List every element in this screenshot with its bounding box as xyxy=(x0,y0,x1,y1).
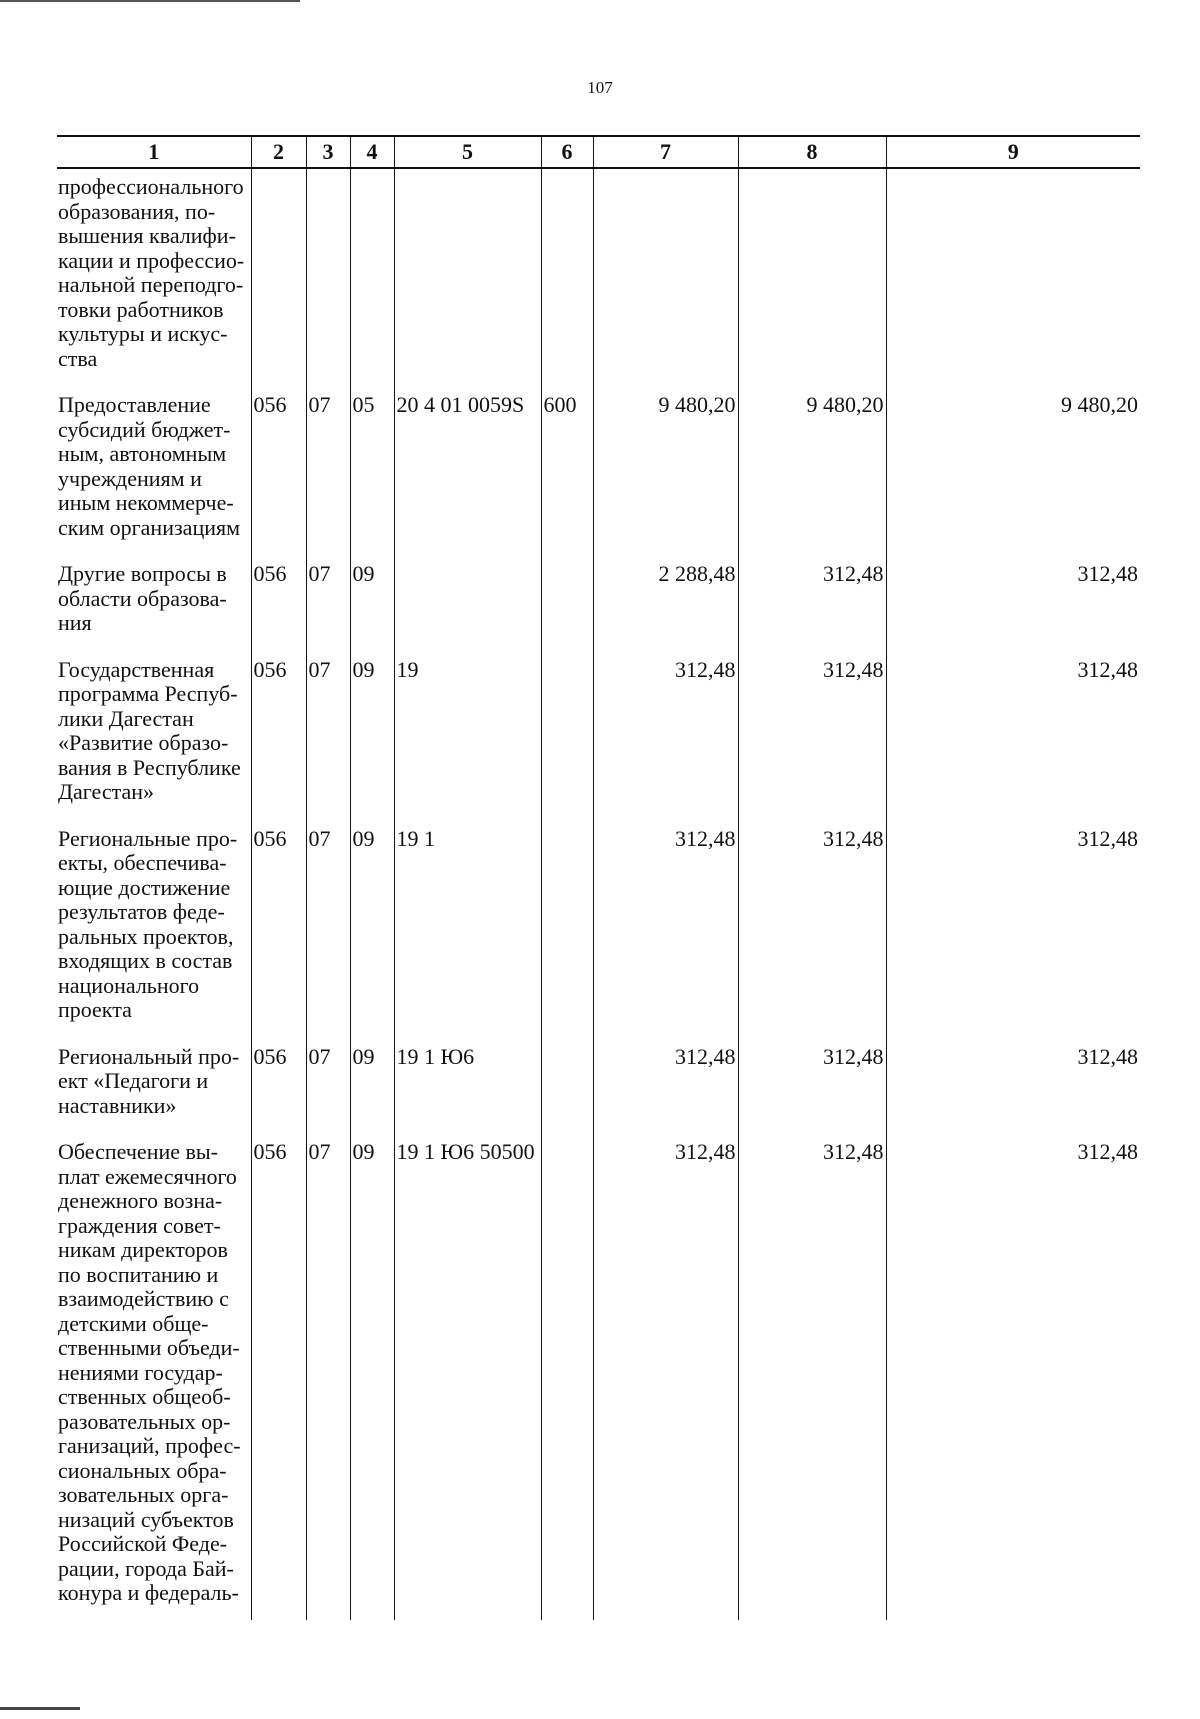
table-row xyxy=(57,385,1140,554)
header-col-6: 6 xyxy=(541,136,593,168)
row-name xyxy=(57,554,251,650)
cell-text: 312,48 xyxy=(1077,1043,1138,1069)
cell-amount-8 xyxy=(738,168,886,385)
header-col-1: 1 xyxy=(57,136,251,168)
cell-subsection xyxy=(350,1037,394,1133)
cell-amount-7 xyxy=(593,168,738,385)
cell-text: 9 480,20 xyxy=(658,392,736,417)
cell-text: 09 xyxy=(352,1139,375,1164)
cell-text: 07 xyxy=(308,656,331,682)
cell-text: 20 4 01 0059S xyxy=(396,392,525,417)
row-name xyxy=(57,819,251,1037)
header-col-4: 4 xyxy=(350,136,394,168)
cell-subsection xyxy=(350,819,394,1037)
cell-text: 07 xyxy=(308,392,331,417)
cell-text: 05 xyxy=(352,392,375,417)
top-edge-rule xyxy=(0,0,300,2)
header-col-5: 5 xyxy=(394,136,541,168)
cell-ministry xyxy=(251,650,306,819)
cell-ministry xyxy=(251,1037,306,1133)
header-col-8: 8 xyxy=(738,136,886,168)
cell-text xyxy=(889,169,1139,189)
cell-text xyxy=(544,1037,591,1059)
cell-subsection xyxy=(350,1132,394,1620)
cell-text: 09 xyxy=(352,656,375,682)
table-row xyxy=(57,1037,1140,1133)
cell-text: 056 xyxy=(253,561,287,586)
cell-subsection xyxy=(350,554,394,650)
cell-amount-8 xyxy=(738,650,886,819)
cell-text: 056 xyxy=(253,1043,287,1069)
cell-ministry xyxy=(251,385,306,554)
table-row xyxy=(57,554,1140,650)
cell-target-article xyxy=(394,168,541,385)
cell-text xyxy=(741,169,884,189)
cell-target-article xyxy=(394,554,541,650)
cell-expense-type xyxy=(541,385,593,554)
cell-text: 312,48 xyxy=(823,561,884,586)
cell-text: 312,48 xyxy=(823,825,884,851)
row-name-text: Другие вопросы в области образова- ния xyxy=(58,561,227,635)
row-name-text: профессионального образования, по- вышения квалифи- кации и профессио- нальной переподго- товки работников культуры и искус- ства xyxy=(58,174,245,371)
cell-text: 07 xyxy=(308,561,331,586)
cell-text: 056 xyxy=(253,392,287,417)
cell-section xyxy=(306,1037,350,1133)
cell-text: 312,48 xyxy=(675,1043,736,1069)
cell-section xyxy=(306,554,350,650)
cell-text xyxy=(309,169,348,189)
header-col-7: 7 xyxy=(593,136,738,168)
cell-text: 09 xyxy=(352,561,375,586)
cell-target-article xyxy=(394,650,541,819)
row-name-text: Обеспечение вы- плат ежемесячного денежного возна- граждения совет- никам директоров по воспитанию и взаимодействию с детскими обще- ственными объеди- нениями государ- ственных общеоб- разовательных ор- ганизаций, профес- сиональных обра- зовательных орга- низаций субъектов Российской Феде- рации, города Бай- конура и федераль- xyxy=(58,1139,241,1605)
cell-text xyxy=(397,554,539,576)
header-col-3: 3 xyxy=(306,136,350,168)
row-name xyxy=(57,650,251,819)
cell-text: 312,48 xyxy=(1077,825,1138,851)
cell-amount-9 xyxy=(886,1132,1140,1620)
cell-text xyxy=(544,1132,591,1154)
table-header xyxy=(57,136,1140,168)
cell-text: 312,48 xyxy=(675,825,736,851)
cell-ministry xyxy=(251,819,306,1037)
cell-text xyxy=(353,169,392,189)
row-name-text: Региональные про- екты, обеспечива- ющие достижение результатов феде- ральных проектов, входящих в состав национального проекта xyxy=(58,825,238,1022)
cell-target-article xyxy=(394,819,541,1037)
cell-amount-8 xyxy=(738,1132,886,1620)
cell-text xyxy=(544,169,591,189)
cell-text: 09 xyxy=(352,825,375,851)
cell-text: 056 xyxy=(253,1139,287,1164)
cell-text: 312,48 xyxy=(1077,561,1138,586)
cell-text xyxy=(596,169,736,189)
cell-section xyxy=(306,385,350,554)
cell-section xyxy=(306,650,350,819)
cell-ministry xyxy=(251,1132,306,1620)
cell-ministry xyxy=(251,168,306,385)
cell-text: 312,48 xyxy=(675,1139,736,1164)
cell-text: 19 1 xyxy=(396,825,435,851)
cell-amount-7 xyxy=(593,819,738,1037)
cell-amount-8 xyxy=(738,385,886,554)
cell-text: 056 xyxy=(253,825,287,851)
cell-text: 600 xyxy=(543,392,577,417)
table-body xyxy=(57,168,1140,1620)
cell-text: 056 xyxy=(253,656,287,682)
cell-amount-9 xyxy=(886,168,1140,385)
cell-expense-type xyxy=(541,819,593,1037)
cell-amount-7 xyxy=(593,385,738,554)
cell-text: 2 288,48 xyxy=(658,561,736,586)
cell-text xyxy=(544,650,591,672)
cell-amount-9 xyxy=(886,1037,1140,1133)
table-row xyxy=(57,650,1140,819)
cell-text xyxy=(544,554,591,576)
cell-subsection xyxy=(350,650,394,819)
cell-text: 07 xyxy=(308,1139,331,1164)
cell-text xyxy=(544,819,591,841)
cell-text: 19 1 Ю6 50500 xyxy=(396,1139,535,1164)
cell-target-article xyxy=(394,1132,541,1620)
cell-text: 07 xyxy=(308,825,331,851)
cell-amount-7 xyxy=(593,1037,738,1133)
cell-subsection xyxy=(350,385,394,554)
cell-text: 312,48 xyxy=(675,656,736,682)
row-name xyxy=(57,168,251,385)
cell-amount-8 xyxy=(738,1037,886,1133)
cell-section xyxy=(306,168,350,385)
cell-text: 312,48 xyxy=(1077,656,1138,682)
cell-amount-8 xyxy=(738,819,886,1037)
cell-text: 09 xyxy=(352,1043,375,1069)
row-name xyxy=(57,1132,251,1620)
table-row xyxy=(57,819,1140,1037)
cell-subsection xyxy=(350,168,394,385)
header-col-9: 9 xyxy=(886,136,1140,168)
cell-text: 312,48 xyxy=(1077,1139,1138,1164)
cell-section xyxy=(306,819,350,1037)
cell-amount-9 xyxy=(886,650,1140,819)
header-row xyxy=(57,136,1140,168)
cell-expense-type xyxy=(541,1132,593,1620)
table-row xyxy=(57,168,1140,385)
cell-text: 312,48 xyxy=(823,1043,884,1069)
cell-text: 312,48 xyxy=(823,656,884,682)
cell-text: 312,48 xyxy=(823,1139,884,1164)
cell-expense-type xyxy=(541,554,593,650)
cell-text xyxy=(254,169,304,189)
cell-ministry xyxy=(251,554,306,650)
cell-text: 19 1 Ю6 xyxy=(396,1043,475,1069)
cell-expense-type xyxy=(541,650,593,819)
cell-text: 19 xyxy=(396,656,419,682)
cell-amount-7 xyxy=(593,1132,738,1620)
cell-text xyxy=(397,169,539,189)
header-col-2: 2 xyxy=(251,136,306,168)
cell-target-article xyxy=(394,1037,541,1133)
row-name xyxy=(57,385,251,554)
bottom-edge-rule xyxy=(0,1707,80,1710)
cell-expense-type xyxy=(541,1037,593,1133)
table-row xyxy=(57,1132,1140,1620)
cell-amount-7 xyxy=(593,650,738,819)
row-name-text: Государственная программа Респуб- лики Дагестан «Развитие образо- вания в Республике Дагестан» xyxy=(58,656,241,804)
cell-amount-8 xyxy=(738,554,886,650)
cell-text: 9 480,20 xyxy=(806,392,884,417)
cell-text: 9 480,20 xyxy=(1061,392,1138,417)
cell-section xyxy=(306,1132,350,1620)
cell-amount-7 xyxy=(593,554,738,650)
row-name-text: Региональный про- ект «Педагоги и наставники» xyxy=(58,1043,240,1118)
row-name xyxy=(57,1037,251,1133)
cell-amount-9 xyxy=(886,819,1140,1037)
cell-amount-9 xyxy=(886,554,1140,650)
budget-table xyxy=(57,135,1140,1620)
row-name-text: Предоставление субсидий бюджет- ным, автономным учреждениям и иным некоммерче- ским организациям xyxy=(58,392,241,540)
cell-text: 07 xyxy=(308,1043,331,1069)
page-number: 107 xyxy=(587,78,613,97)
cell-amount-9 xyxy=(886,385,1140,554)
cell-expense-type xyxy=(541,168,593,385)
cell-target-article xyxy=(394,385,541,554)
